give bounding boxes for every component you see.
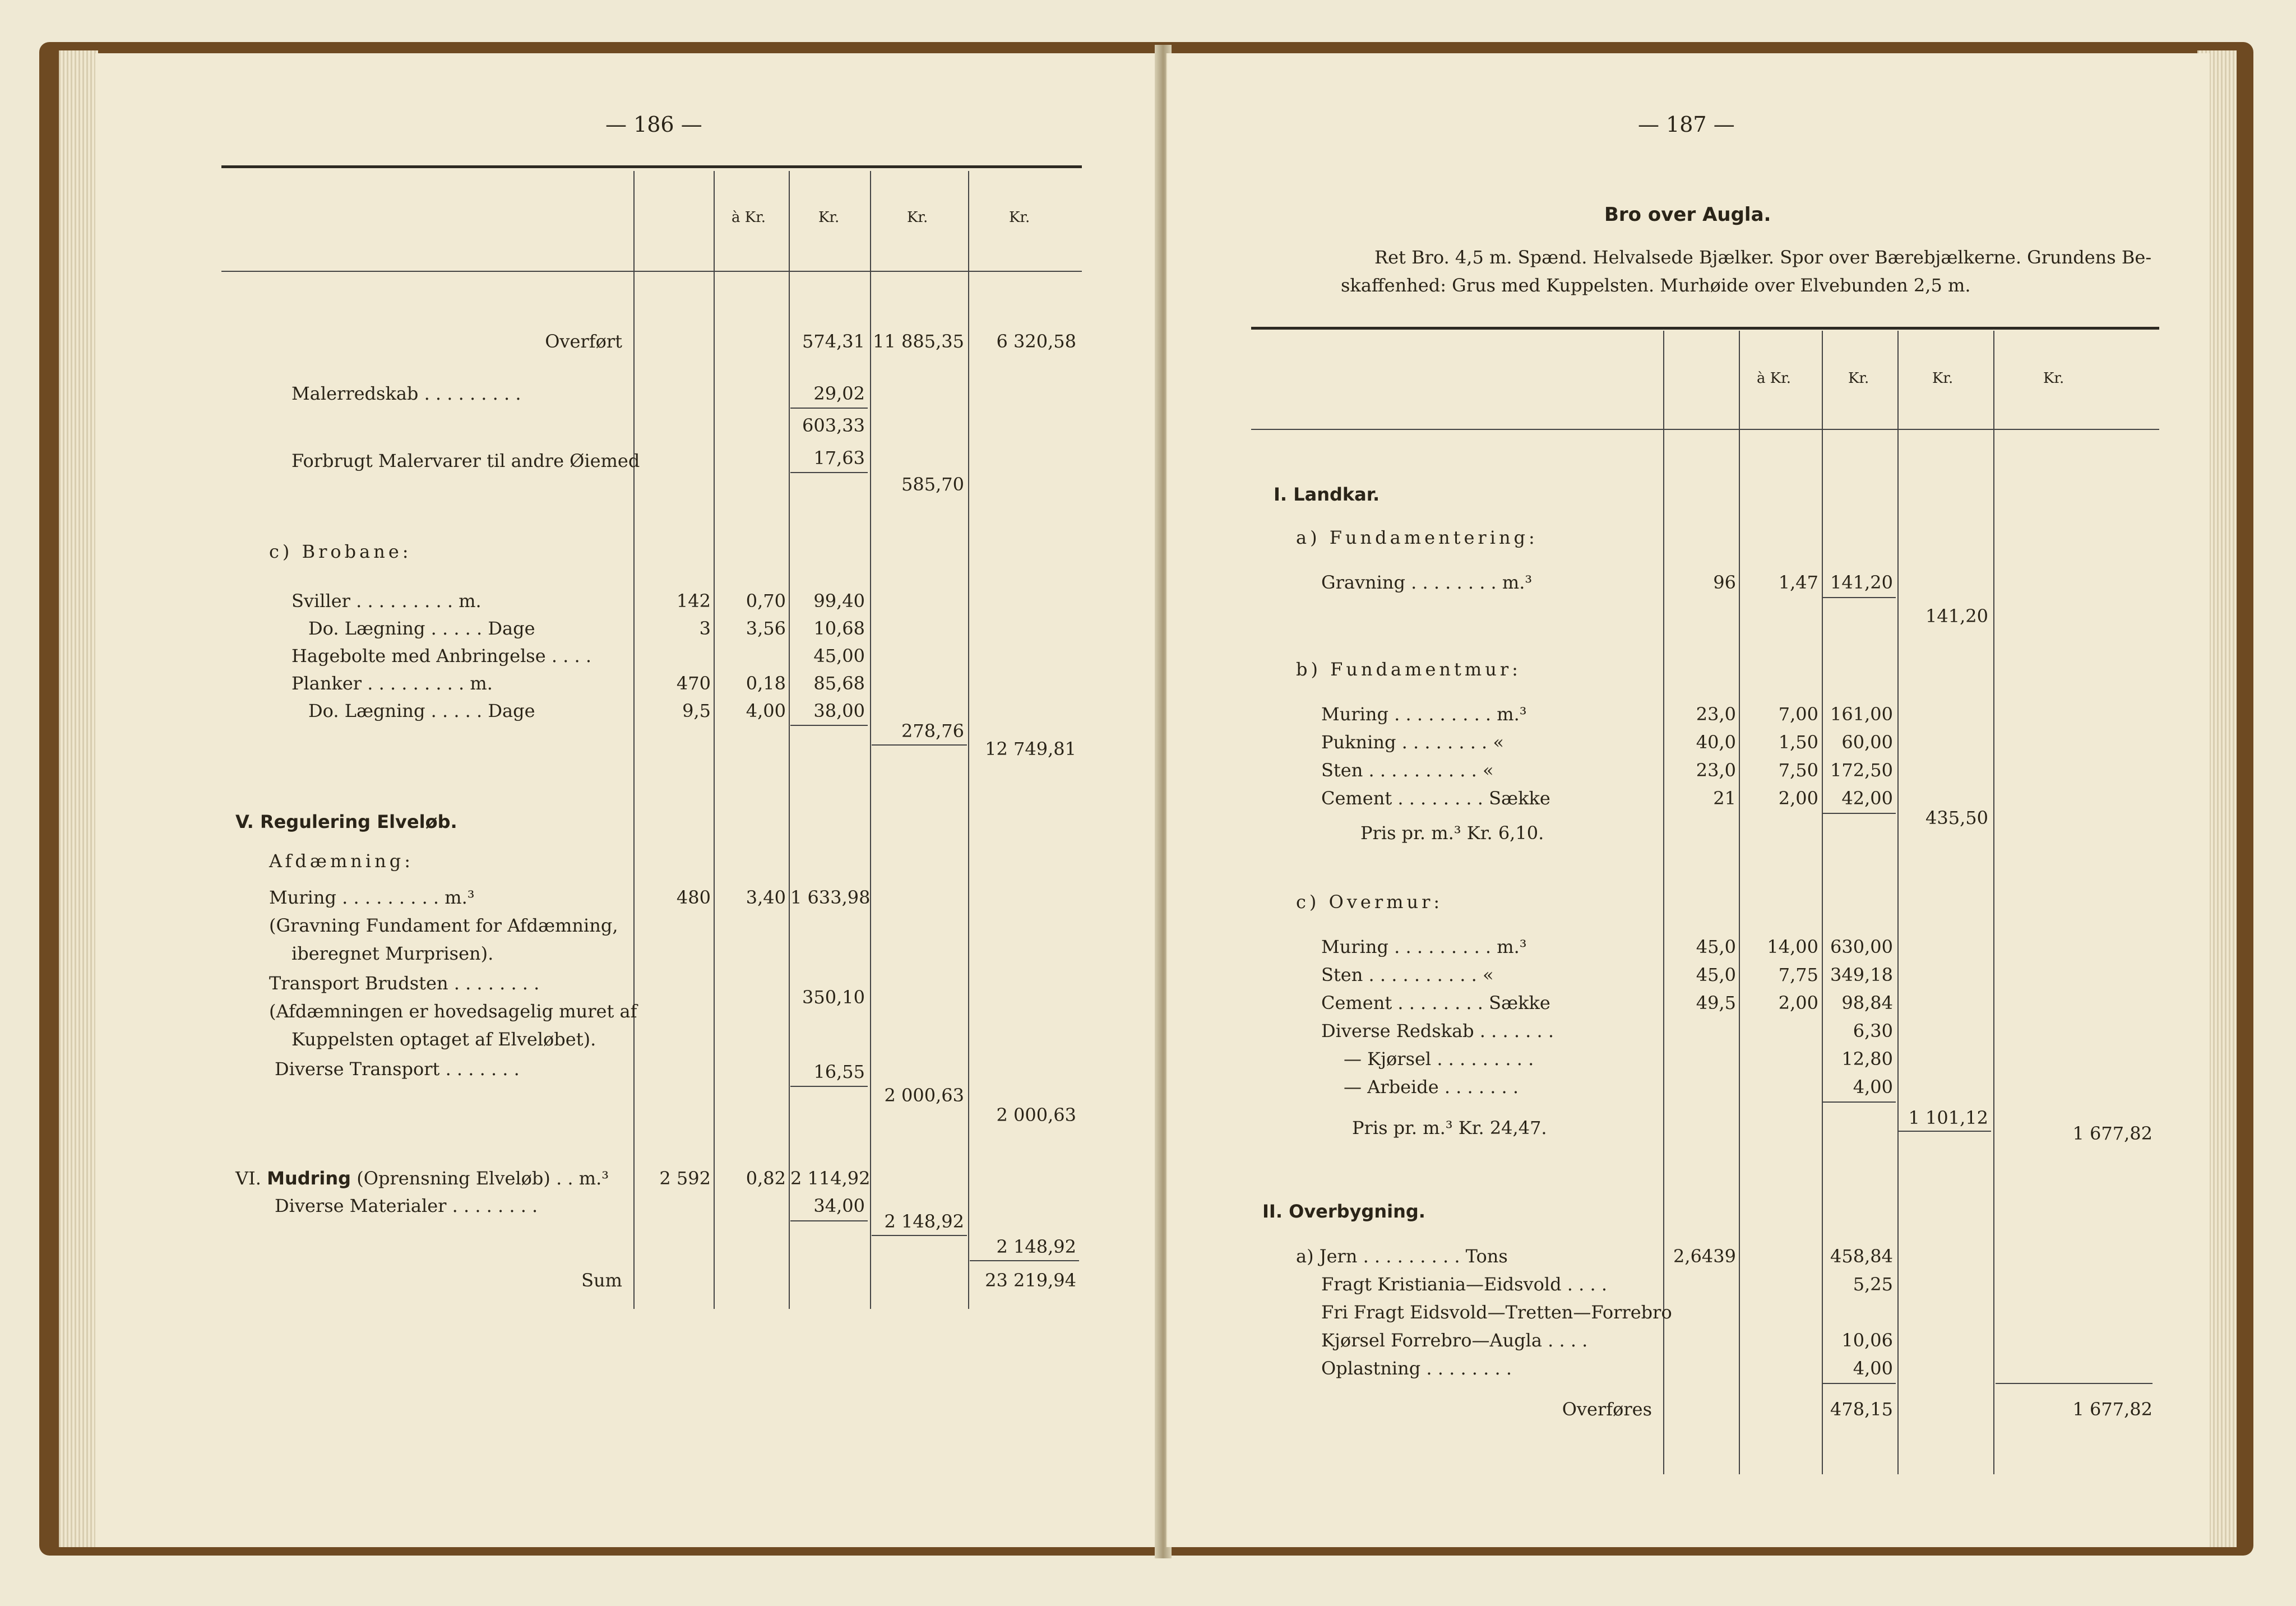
- col-line: [789, 171, 790, 1309]
- sum-rule: [790, 1220, 868, 1221]
- col-line: [1739, 331, 1740, 1474]
- subsection-heading: Afdæmning:: [269, 850, 414, 872]
- row-qty: 45,0: [1696, 936, 1736, 957]
- sum-rule: [790, 408, 868, 409]
- row-value: 458,84: [1830, 1246, 1893, 1267]
- roman-numeral: VI.: [235, 1168, 261, 1189]
- note: (Gravning Fundament for Afdæmning,: [269, 915, 618, 936]
- row-qty: 45,0: [1696, 964, 1736, 985]
- row-value: 630,00: [1830, 936, 1893, 957]
- col-header: Kr.: [1932, 370, 1954, 387]
- right-page: [1166, 53, 2210, 1547]
- row-value: 278,76: [901, 720, 964, 742]
- carry-forward-value: 478,15: [1830, 1399, 1893, 1420]
- row-label: Transport Brudsten . . . . . . . .: [269, 973, 540, 994]
- row-price: 2,00: [1778, 992, 1818, 1013]
- row-label: — Kjørsel . . . . . . . . .: [1344, 1048, 1534, 1070]
- subsection-heading: b) Fundamentmur:: [1296, 659, 1521, 680]
- row-price: 0,82: [746, 1168, 786, 1189]
- row-value: 349,18: [1830, 964, 1893, 985]
- sum-rule: [872, 1235, 967, 1236]
- row-price: 2,00: [1778, 788, 1818, 809]
- note: iberegnet Murprisen).: [291, 943, 494, 964]
- header-rule: [221, 271, 1082, 272]
- row-price: 3,56: [746, 618, 786, 639]
- row-price: 0,18: [746, 673, 786, 694]
- header-rule: [1251, 429, 2159, 430]
- sum-rule: [790, 472, 868, 473]
- row-value: 2 114,92: [790, 1168, 871, 1189]
- col-line: [1822, 331, 1823, 1474]
- row-price: 7,75: [1778, 964, 1818, 985]
- row-price: 0,70: [746, 590, 786, 612]
- row-value: 10,68: [813, 618, 865, 639]
- row-value: 12 749,81: [985, 738, 1076, 760]
- row-value: 2 148,92: [996, 1236, 1076, 1257]
- col-line: [870, 171, 871, 1309]
- sum-rule: [790, 1086, 868, 1087]
- row-value: 17,63: [813, 447, 865, 469]
- row-label: Diverse Redskab . . . . . . .: [1321, 1020, 1554, 1042]
- row-value: 5,25: [1853, 1274, 1893, 1295]
- row-qty: 480: [676, 887, 711, 908]
- note: Kuppelsten optaget af Elveløbet).: [291, 1029, 596, 1050]
- row-qty: 2,6439: [1673, 1246, 1736, 1267]
- row-qty: 142: [676, 590, 711, 612]
- row-label: Fragt Kristiania—Eidsvold . . . .: [1321, 1274, 1607, 1295]
- row-price: 7,50: [1778, 760, 1818, 781]
- row-label: Diverse Transport . . . . . . .: [275, 1058, 520, 1080]
- row-qty: 23,0: [1696, 704, 1736, 725]
- page-edges-left: [59, 50, 98, 1547]
- col-line: [633, 171, 635, 1309]
- row-price: 1,47: [1778, 572, 1818, 593]
- sum-rule: [1823, 1101, 1896, 1103]
- page-number: — 186 —: [605, 112, 702, 137]
- row-label: Muring . . . . . . . . . m.³: [269, 887, 475, 908]
- col-header: Kr.: [1848, 370, 1869, 387]
- sum-rule: [970, 1260, 1079, 1261]
- description-line: skaffenhed: Grus med Kuppelsten. Murhøide over Elvebunden 2,5 m.: [1341, 275, 1971, 296]
- page-number: — 187 —: [1638, 112, 1735, 137]
- row-value: 6 320,58: [996, 331, 1076, 352]
- row-label: Pukning . . . . . . . . «: [1321, 732, 1504, 753]
- row-value: 141,20: [1830, 572, 1893, 593]
- unit-price-note: Pris pr. m.³ Kr. 6,10.: [1360, 822, 1544, 844]
- top-rule: [221, 165, 1082, 168]
- row-label: Sviller . . . . . . . . . m.: [291, 590, 482, 612]
- row-label-rest: (Oprensning Elveløb) . . m.³: [357, 1168, 609, 1189]
- row-value: 42,00: [1841, 788, 1893, 809]
- subsection-heading: c) Overmur:: [1296, 891, 1443, 913]
- sum-rule: [1899, 1131, 1991, 1132]
- row-price: 4,00: [746, 700, 786, 721]
- sum-rule: [1823, 1383, 1896, 1384]
- carry-forward-value: 1 677,82: [2072, 1399, 2152, 1420]
- row-value: 12,80: [1841, 1048, 1893, 1070]
- col-line: [968, 171, 969, 1309]
- col-line: [1897, 331, 1899, 1474]
- row-qty: 21: [1713, 788, 1736, 809]
- row-label: Do. Lægning . . . . . Dage: [308, 700, 535, 721]
- row-label: Gravning . . . . . . . . m.³: [1321, 572, 1533, 593]
- row-price: 1,50: [1778, 732, 1818, 753]
- row-value: 11 885,35: [873, 331, 964, 352]
- unit-price-note: Pris pr. m.³ Kr. 24,47.: [1352, 1117, 1547, 1138]
- row-value: 141,20: [1925, 605, 1988, 627]
- top-rule: [1251, 327, 2159, 330]
- row-value: 585,70: [901, 474, 964, 495]
- row-value: 2 000,63: [884, 1085, 964, 1106]
- row-value: 85,68: [813, 673, 865, 694]
- col-header: Kr.: [2043, 370, 2064, 387]
- row-label: Sten . . . . . . . . . . «: [1321, 760, 1494, 781]
- col-header: Kr.: [818, 209, 840, 226]
- row-label: Diverse Materialer . . . . . . . .: [275, 1195, 538, 1216]
- page-title: Bro over Augla.: [1604, 203, 1771, 226]
- row-label: Hagebolte med Anbringelse . . . .: [291, 645, 592, 667]
- carry-forward-label: Overføres: [1562, 1399, 1652, 1420]
- row-value: 38,00: [813, 700, 865, 721]
- row-qty: 2 592: [659, 1168, 711, 1189]
- description-line: Ret Bro. 4,5 m. Spænd. Helvalsede Bjælker. Spor over Bærebjælkerne. Grundens Be-: [1374, 247, 2152, 268]
- row-label: — Arbeide . . . . . . .: [1344, 1076, 1519, 1098]
- row-label: Overført: [545, 331, 622, 352]
- left-page: [95, 53, 1161, 1547]
- row-value: 1 633,98: [790, 887, 871, 908]
- row-label: a) Jern . . . . . . . . . Tons: [1296, 1246, 1508, 1267]
- row-price: 7,00: [1778, 704, 1818, 725]
- section-heading: V. Regulering Elveløb.: [235, 811, 457, 832]
- row-value: 574,31: [802, 331, 865, 352]
- row-value: 34,00: [813, 1195, 865, 1216]
- row-value: 1 677,82: [2072, 1123, 2152, 1144]
- row-value: 4,00: [1853, 1358, 1893, 1379]
- sum-rule: [872, 744, 967, 746]
- note: (Afdæmningen er hovedsagelig muret af: [269, 1001, 637, 1022]
- sum-rule: [1823, 813, 1896, 814]
- row-value: 2 000,63: [996, 1104, 1076, 1126]
- row-value: 4,00: [1853, 1076, 1893, 1098]
- row-qty: 3: [699, 618, 711, 639]
- row-qty: 23,0: [1696, 760, 1736, 781]
- row-value: 435,50: [1925, 807, 1988, 829]
- row-value: 603,33: [802, 415, 865, 436]
- section-heading: I. Landkar.: [1274, 484, 1380, 505]
- section-heading: c) Brobane:: [269, 541, 412, 562]
- sum-label: Sum: [581, 1270, 622, 1291]
- section-heading: Mudring: [267, 1168, 351, 1189]
- row-value: 172,50: [1830, 760, 1893, 781]
- row-value: 6,30: [1853, 1020, 1893, 1042]
- row-qty: 40,0: [1696, 732, 1736, 753]
- col-header: à Kr.: [1757, 370, 1792, 387]
- row-label: Do. Lægning . . . . . Dage: [308, 618, 535, 639]
- sum-rule: [1996, 1383, 2152, 1384]
- row-value: 29,02: [813, 383, 865, 404]
- row-label: Kjørsel Forrebro—Augla . . . .: [1321, 1330, 1588, 1351]
- col-line: [1993, 331, 1994, 1474]
- row-label: Oplastning . . . . . . . .: [1321, 1358, 1512, 1379]
- row-qty: 49,5: [1696, 992, 1736, 1013]
- subsection-heading: a) Fundamentering:: [1296, 527, 1538, 548]
- section-heading: II. Overbygning.: [1262, 1201, 1425, 1222]
- row-value: 350,10: [802, 987, 865, 1008]
- row-price: 3,40: [746, 887, 786, 908]
- col-header: Kr.: [1009, 209, 1030, 226]
- row-label: Forbrugt Malervarer til andre Øiemed: [291, 450, 640, 471]
- row-value: 45,00: [813, 645, 865, 667]
- row-label: Planker . . . . . . . . . m.: [291, 673, 493, 694]
- row-label: Fri Fragt Eidsvold—Tretten—Forrebro: [1321, 1302, 1672, 1323]
- row-label: [235, 1168, 609, 1189]
- row-value: 98,84: [1841, 992, 1893, 1013]
- col-header: Kr.: [907, 209, 928, 226]
- row-value: 60,00: [1841, 732, 1893, 753]
- row-price: 14,00: [1767, 936, 1818, 957]
- row-label: Cement . . . . . . . . Sække: [1321, 788, 1550, 809]
- col-line: [714, 171, 715, 1309]
- row-label: Malerredskab . . . . . . . . .: [291, 383, 521, 404]
- row-label: Muring . . . . . . . . . m.³: [1321, 936, 1527, 957]
- row-label: Cement . . . . . . . . Sække: [1321, 992, 1550, 1013]
- row-value: 10,06: [1841, 1330, 1893, 1351]
- row-qty: 470: [676, 673, 711, 694]
- sum-rule: [790, 725, 868, 726]
- sum-rule: [1823, 597, 1896, 598]
- row-qty: 9,5: [682, 700, 711, 721]
- row-label: Muring . . . . . . . . . m.³: [1321, 704, 1527, 725]
- row-value: 99,40: [813, 590, 865, 612]
- row-value: 1 101,12: [1908, 1107, 1988, 1128]
- row-label: Sten . . . . . . . . . . «: [1321, 964, 1494, 985]
- row-value: 161,00: [1830, 704, 1893, 725]
- col-header: à Kr.: [732, 209, 766, 226]
- sum-value: 23 219,94: [985, 1270, 1076, 1291]
- row-value: 2 148,92: [884, 1211, 964, 1232]
- row-qty: 96: [1713, 572, 1736, 593]
- row-value: 16,55: [813, 1061, 865, 1082]
